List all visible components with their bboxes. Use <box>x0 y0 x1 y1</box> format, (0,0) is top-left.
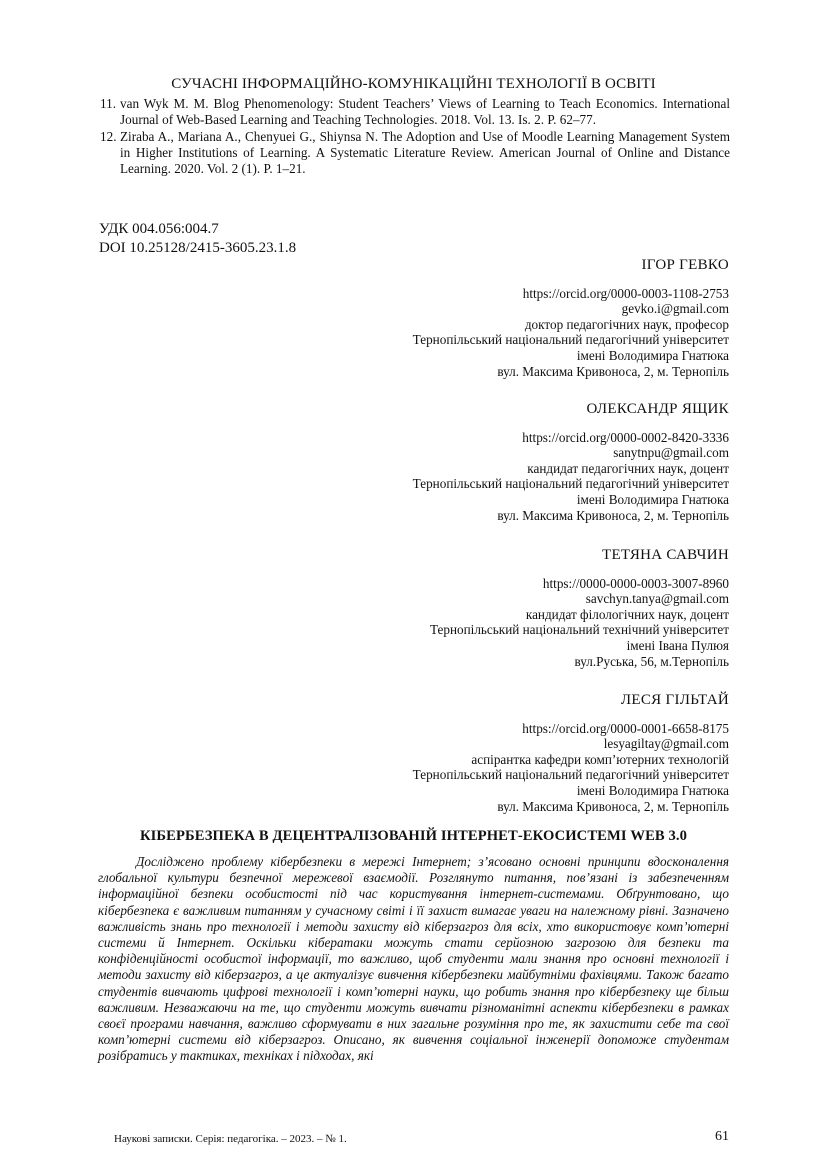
author-affiliation: Тернопільський національний технічний університет <box>429 622 729 638</box>
author-email: savchyn.tanya@gmail.com <box>585 591 729 607</box>
reference-item <box>100 96 730 128</box>
running-head: СУЧАСНІ ІНФОРМАЦІЙНО-КОМУНІКАЦІЙНІ ТЕХНОЛОГІЇ В ОСВІТІ <box>171 76 656 92</box>
author-affiliation-name: імені Володимира Гнатюка <box>576 347 729 363</box>
author-name: ЛЕСЯ ГІЛЬТАЙ <box>620 692 729 708</box>
author-orcid: https://orcid.org/0000-0003-1108-2753 <box>522 285 729 301</box>
author-email: sanytnpu@gmail.com <box>613 445 729 461</box>
author-block <box>413 693 729 814</box>
author-block <box>430 548 729 669</box>
author-degree: кандидат філологічних наук, доцент <box>525 606 729 622</box>
author-address: вул.Руська, 56, м.Тернопіль <box>574 653 729 669</box>
author-position: аспірантка кафедри комп’ютерних технологій <box>471 751 729 767</box>
reference-text: Ziraba A., Mariana A., Chenyuei G., Shiynsa N. The Adoption and Use of Moodle Learning Management System in Higher Institutions of Learning. A Systematic Literature Review. American Journal of Online and Distance Learning. 2020. Vol. 2 (1). P. 1–21. <box>120 129 730 176</box>
author-address: вул. Максима Кривоноса, 2, м. Тернопіль <box>497 363 729 379</box>
reference-list <box>100 96 730 178</box>
author-affiliation: Тернопільський національний педагогічний університет <box>412 332 729 348</box>
author-orcid: https://orcid.org/0000-0001-6658-8175 <box>522 720 729 736</box>
author-affiliation-name: імені Івана Пулюя <box>626 637 729 653</box>
author-name: ТЕТЯНА САВЧИН <box>602 547 729 563</box>
reference-number: 12. <box>100 129 117 144</box>
reference-number: 11. <box>100 96 116 111</box>
author-affiliation: Тернопільський національний педагогічний університет <box>412 767 729 783</box>
author-name: ОЛЕКСАНДР ЯЩИК <box>586 401 729 417</box>
abstract-text: Досліджено проблему кібербезпеки в мережі Інтернет; з’ясовано основні принципи вдосконалення глобальної культури безпечної мережевої взаємодії. Розглянуто питання, пов’язані із забезпеченням інформаційної безпеки особистості під час користування інтернет-системами. Обґрунтовано, що кібербезпека є важливим питанням у сучасному світі і її захист вимагає уваги на належному рівні. Зазначено важливість знань про технології і методи захисту від кіберзагроз для всіх, хто використовує комп’ютерні системи й Інтернет. Оскільки кібератаки можуть стати серйозною загрозою для безпеки та конфіденційності особистої інформації, то важливо, щоб студенти мали знання про основні технології і методи захисту від кіберзагроз, а це актуалізує вивчення кібербезпеки майбутніми фахівцями. Також багато студентів вивчають цифрові технології і комп’ютерні науки, що робить знання про кібербезпеку ще більш важливим. Незважаючи на те, що студенти можуть вивчати різноманітні аспекти кібербезпеки в рамках своєї програми навчання, важливо сформувати в них загальне розуміння про те, як захистити себе та свої комп’ютерні системи від кіберзагроз. Описано, як вивчення соціальної інженерії допоможе студентам розібратись у тактиках, техніках і підходах, які <box>98 854 729 1064</box>
author-orcid: https://0000-0000-0003-3007-8960 <box>542 575 729 591</box>
author-block <box>413 402 729 523</box>
author-degree: доктор педагогічних наук, професор <box>524 316 729 332</box>
page-number: 61 <box>715 1129 729 1144</box>
footer-journal: Наукові записки. Серія: педагогіка. – 2023. – № 1. <box>114 1133 347 1145</box>
author-block <box>413 258 729 379</box>
reference-text: van Wyk M. M. Blog Phenomenology: Student Teachers’ Views of Learning to Teach Economics. International Journal of Web-Based Learning and Teaching Technologies. 2018. Vol. 13. Is. 2. P. 62–77. <box>120 96 730 127</box>
author-affiliation: Тернопільський національний педагогічний університет <box>412 476 729 492</box>
author-orcid: https://orcid.org/0000-0002-8420-3336 <box>522 429 729 445</box>
author-address: вул. Максима Кривоноса, 2, м. Тернопіль <box>497 798 729 814</box>
udk-doi-block <box>99 220 296 258</box>
author-email: gevko.i@gmail.com <box>621 301 729 317</box>
author-email: lesyagiltay@gmail.com <box>603 736 729 752</box>
author-degree: кандидат педагогічних наук, доцент <box>527 460 729 476</box>
article-title: КІБЕРБЕЗПЕКА В ДЕЦЕНТРАЛІЗОВАНІЙ ІНТЕРНЕТ-ЕКОСИСТЕМІ WEB 3.0 <box>139 828 688 844</box>
author-name: ІГОР ГЕВКО <box>641 257 729 273</box>
reference-item <box>100 129 730 177</box>
author-affiliation-name: імені Володимира Гнатюка <box>576 782 729 798</box>
author-address: вул. Максима Кривоноса, 2, м. Тернопіль <box>497 507 729 523</box>
author-affiliation-name: імені Володимира Гнатюка <box>576 491 729 507</box>
udk-code: УДК 004.056:004.7 <box>99 221 219 237</box>
doi: DOI 10.25128/2415-3605.23.1.8 <box>99 240 297 256</box>
